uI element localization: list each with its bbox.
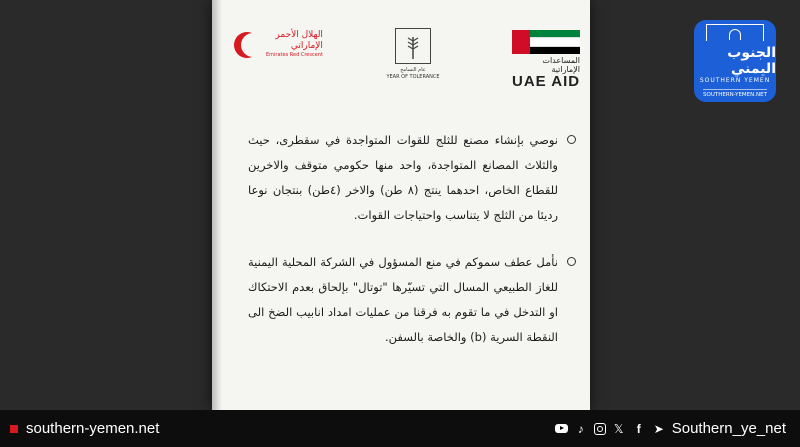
instagram-icon[interactable] — [594, 423, 606, 435]
red-crescent-logo — [234, 30, 334, 59]
tolerance-ar: عام التسامح — [400, 67, 426, 73]
gate-icon — [706, 24, 764, 41]
wheat-icon — [395, 28, 431, 64]
bullet-icon — [567, 257, 576, 266]
footer-bar — [0, 410, 800, 447]
tiktok-icon[interactable]: ♪ — [577, 421, 584, 436]
red-crescent-text — [266, 30, 323, 59]
uae-aid-en: UAE AID — [512, 73, 581, 90]
facebook-icon[interactable]: f — [636, 421, 641, 436]
red-crescent-ar-2: الإماراتي — [290, 41, 323, 51]
document-paper — [212, 0, 590, 410]
badge-url: SOUTHERN-YEMEN.NET — [703, 89, 767, 98]
year-of-tolerance-logo — [382, 28, 444, 81]
bullet-icon — [567, 135, 576, 144]
southern-yemen-badge — [694, 20, 776, 102]
paragraph-text: نأمل عطف سموكم في منع المسؤول في الشركة المحلية اليمنية للغاز الطبيعي المسال التي تسيّرها "توتال" بإلحاق بعدم الاحتكاك او التدخل في ما تقوم به فرقنا من عمليات امداد انابيب الضخ الى النقطة السرية (b) والخاصة بالسفن. — [248, 255, 558, 344]
footer-handle[interactable]: Southern_ye_net — [671, 420, 786, 437]
paper-shadow-edge — [212, 0, 222, 410]
badge-ar-name: الجنوب اليمني — [727, 45, 776, 77]
uae-aid-logo — [512, 30, 584, 89]
red-crescent-en: Emirates Red Crescent — [266, 52, 323, 58]
red-crescent-ar-1: الهلال الأحمر — [275, 30, 323, 40]
uae-aid-ar: المساعدات الإماراتية — [542, 56, 580, 74]
badge-en-name: SOUTHERN YEMEN — [699, 77, 771, 84]
document-body — [248, 128, 568, 350]
crescent-icon — [234, 32, 260, 58]
x-icon[interactable]: 𝕏 — [613, 421, 624, 436]
uae-flag-icon — [512, 30, 580, 54]
paragraph — [248, 128, 568, 228]
paragraph-text: نوصي بإنشاء مصنع للثلج للقوات المتواجدة في سقطرى، حيث والثلاث المصانع المتواجدة، واحد منها حكومي متوقف والاخرين للقطاع الخاص، احدهما ينتج (٨ طن) والاخر (٤طن) بنتجان نوعا رديئا من الثلج لا يتناسب واحتياجات القوات. — [248, 133, 558, 222]
footer-website[interactable]: southern-yemen.net — [26, 420, 160, 437]
red-square-icon — [10, 425, 18, 433]
paragraph — [248, 250, 568, 350]
tolerance-en: YEAR OF TOLERANCE — [386, 74, 440, 80]
telegram-icon[interactable]: ➤ — [653, 421, 664, 436]
youtube-icon[interactable] — [555, 424, 568, 433]
